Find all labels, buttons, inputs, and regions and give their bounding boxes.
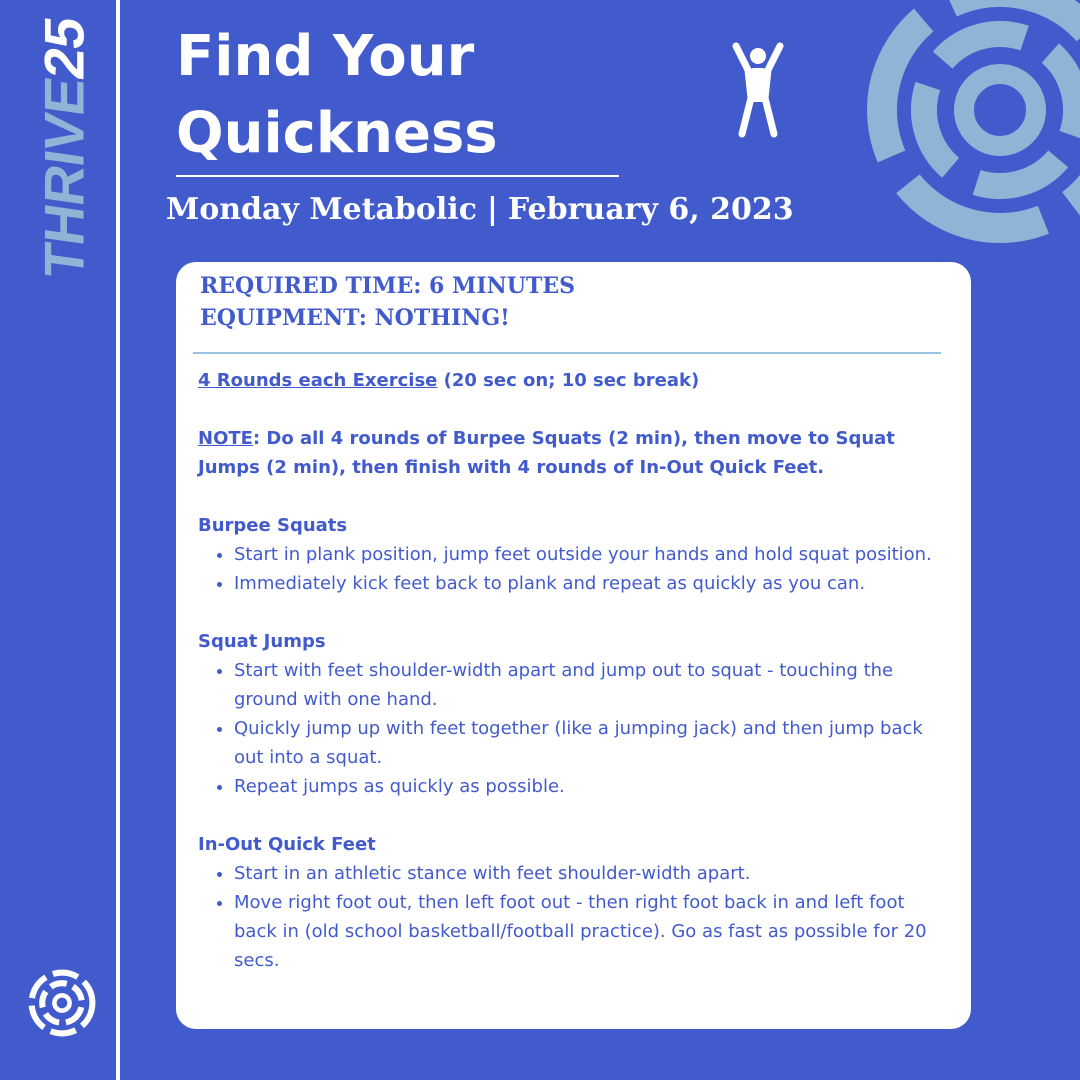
note-text: : Do all 4 rounds of Burpee Squats (2 min), then move to Squat Jumps (2 min), then finish with 4 rounds of In-Out Quick Feet. (198, 428, 895, 478)
brand-wordmark (32, 14, 97, 283)
rounds-detail: (20 sec on; 10 sec break) (437, 370, 700, 391)
exercise-title: In-Out Quick Feet (198, 834, 376, 855)
jumping-person-icon (728, 42, 788, 140)
exercise-step: • Repeat jumps as quickly as possible. (234, 772, 938, 801)
workout-day-label: Monday Metabolic (166, 192, 477, 227)
exercise-title: Squat Jumps (198, 631, 326, 652)
corner-logo-icon (860, 0, 1080, 250)
exercise-steps (198, 859, 938, 975)
exercise-step: • Move right foot out, then left foot out - then right foot back in and left foot back in (old school basketball/football practice). Go as fast as possible for 20 secs. (234, 888, 938, 975)
exercise-steps (198, 656, 938, 801)
exercise-step: • Quickly jump up with feet together (like a jumping jack) and then jump back out into a squat. (234, 714, 938, 772)
thrive25-logo-icon (24, 965, 100, 1041)
sidebar-divider (116, 0, 120, 1080)
exercise-step: • Start in plank position, jump feet outside your hands and hold squat position. (234, 540, 938, 569)
exercise-step: • Immediately kick feet back to plank and repeat as quickly as you can. (234, 569, 938, 598)
exercise-steps (198, 540, 938, 598)
title-line-2: Quickness (176, 101, 498, 166)
note-line (198, 424, 938, 482)
page-title (176, 18, 636, 172)
title-line-1: Find Your (176, 24, 475, 89)
rounds-line (198, 366, 938, 395)
subtitle-separator: | (486, 192, 498, 227)
subtitle (166, 192, 794, 227)
equipment: EQUIPMENT: NOTHING! (200, 305, 510, 331)
requirements (200, 270, 575, 334)
card-divider (193, 352, 941, 354)
brand-sidebar (0, 0, 116, 1080)
exercise-step: • Start in an athletic stance with feet shoulder-width apart. (234, 859, 938, 888)
required-time: REQUIRED TIME: 6 MINUTES (200, 273, 575, 299)
title-underline (176, 175, 619, 177)
note-label: NOTE (198, 428, 253, 449)
workout-instructions (198, 366, 938, 975)
rounds-label: 4 Rounds each Exercise (198, 370, 438, 391)
workout-card (176, 262, 971, 1029)
brand-number: 25 (32, 13, 96, 83)
workout-date: February 6, 2023 (507, 192, 794, 227)
exercise-title: Burpee Squats (198, 515, 348, 536)
brand-word: THRIVE (32, 74, 96, 283)
exercise-step: • Start with feet shoulder-width apart and jump out to squat - touching the ground with one hand. (234, 656, 938, 714)
